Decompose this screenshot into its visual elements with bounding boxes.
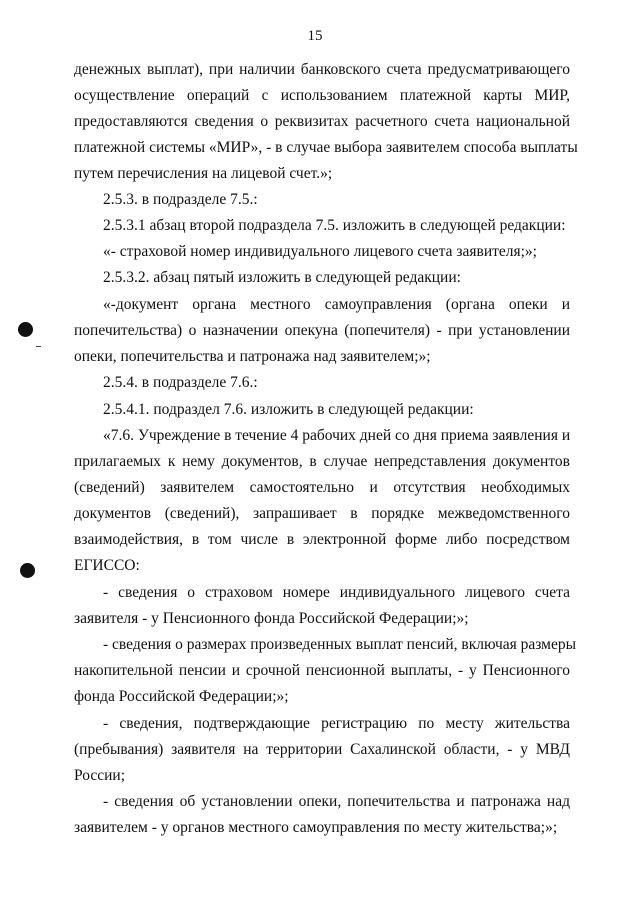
- text-line: 2.5.3. в подразделе 7.5.:: [103, 191, 258, 208]
- text-line: прилагаемых к нему документов, в случае непредставления документов: [74, 453, 570, 470]
- text-line: документов (сведений), запрашивает в порядке межведомственного: [74, 505, 570, 522]
- text-line: предоставляются сведения о реквизитах расчетного счета национальной: [74, 113, 570, 130]
- punch-hole: [18, 322, 33, 337]
- text-line: (пребывания) заявителя на территории Сахалинской области, - у МВД: [74, 741, 570, 758]
- text-line: 2.5.4.1. подраздел 7.6. изложить в следующей редакции:: [103, 401, 474, 418]
- text-line: 2.5.4. в подразделе 7.6.:: [103, 374, 258, 391]
- text-line: опеки, попечительства и патронажа над заявителем;»;: [74, 348, 431, 365]
- page-number: 15: [307, 28, 323, 44]
- text-line: - сведения об установлении опеки, попечительства и патронажа над: [103, 793, 570, 810]
- text-line: заявителя - у Пенсионного фонда Российской Федерации;»;: [74, 610, 469, 627]
- text-line: накопительной пенсии и срочной пенсионной выплаты, - у Пенсионного: [74, 662, 570, 679]
- text-line: - сведения о страховом номере индивидуального лицевого счета: [103, 584, 570, 601]
- punch-hole: [20, 563, 35, 578]
- text-line: - сведения, подтверждающие регистрацию по месту жительства: [103, 715, 570, 732]
- text-line: 2.5.3.1 абзац второй подраздела 7.5. изложить в следующей редакции:: [103, 217, 566, 234]
- text-line: взаимодействия, в том числе в электронной форме либо посредством: [74, 531, 570, 548]
- text-line: 2.5.3.2. абзац пятый изложить в следующей редакции:: [103, 269, 461, 286]
- text-line: осуществление операций с использованием платежной карты МИР,: [74, 87, 570, 104]
- text-line: России;: [74, 767, 126, 784]
- text-line: попечительства) о назначении опекуна (попечителя) - при установлении: [74, 322, 570, 339]
- text-line: «- страховой номер индивидуального лицевого счета заявителя;»;: [103, 243, 537, 260]
- text-line: (сведений) заявителем самостоятельно и отсутствия необходимых: [74, 479, 570, 496]
- text-line: - сведения о размерах произведенных выплат пенсий, включая размеры: [103, 636, 577, 653]
- text-line: денежных выплат), при наличии банковского счета предусматривающего: [74, 61, 570, 78]
- text-line: «-документ органа местного самоуправления (органа опеки и: [103, 296, 570, 313]
- text-line: «7.6. Учреждение в течение 4 рабочих дней со дня приема заявления и: [103, 427, 571, 444]
- text-line: путем перечисления на лицевой счет.»;: [74, 165, 333, 182]
- text-line: фонда Российской Федерации;»;: [74, 688, 289, 705]
- text-line: заявителем - у органов местного самоуправления по месту жительства;»;: [74, 819, 558, 836]
- text-line: платежной системы «МИР», - в случае выбора заявителем способа выплаты: [74, 139, 578, 156]
- margin-tick: [36, 346, 41, 347]
- text-line: ЕГИССО:: [74, 557, 140, 574]
